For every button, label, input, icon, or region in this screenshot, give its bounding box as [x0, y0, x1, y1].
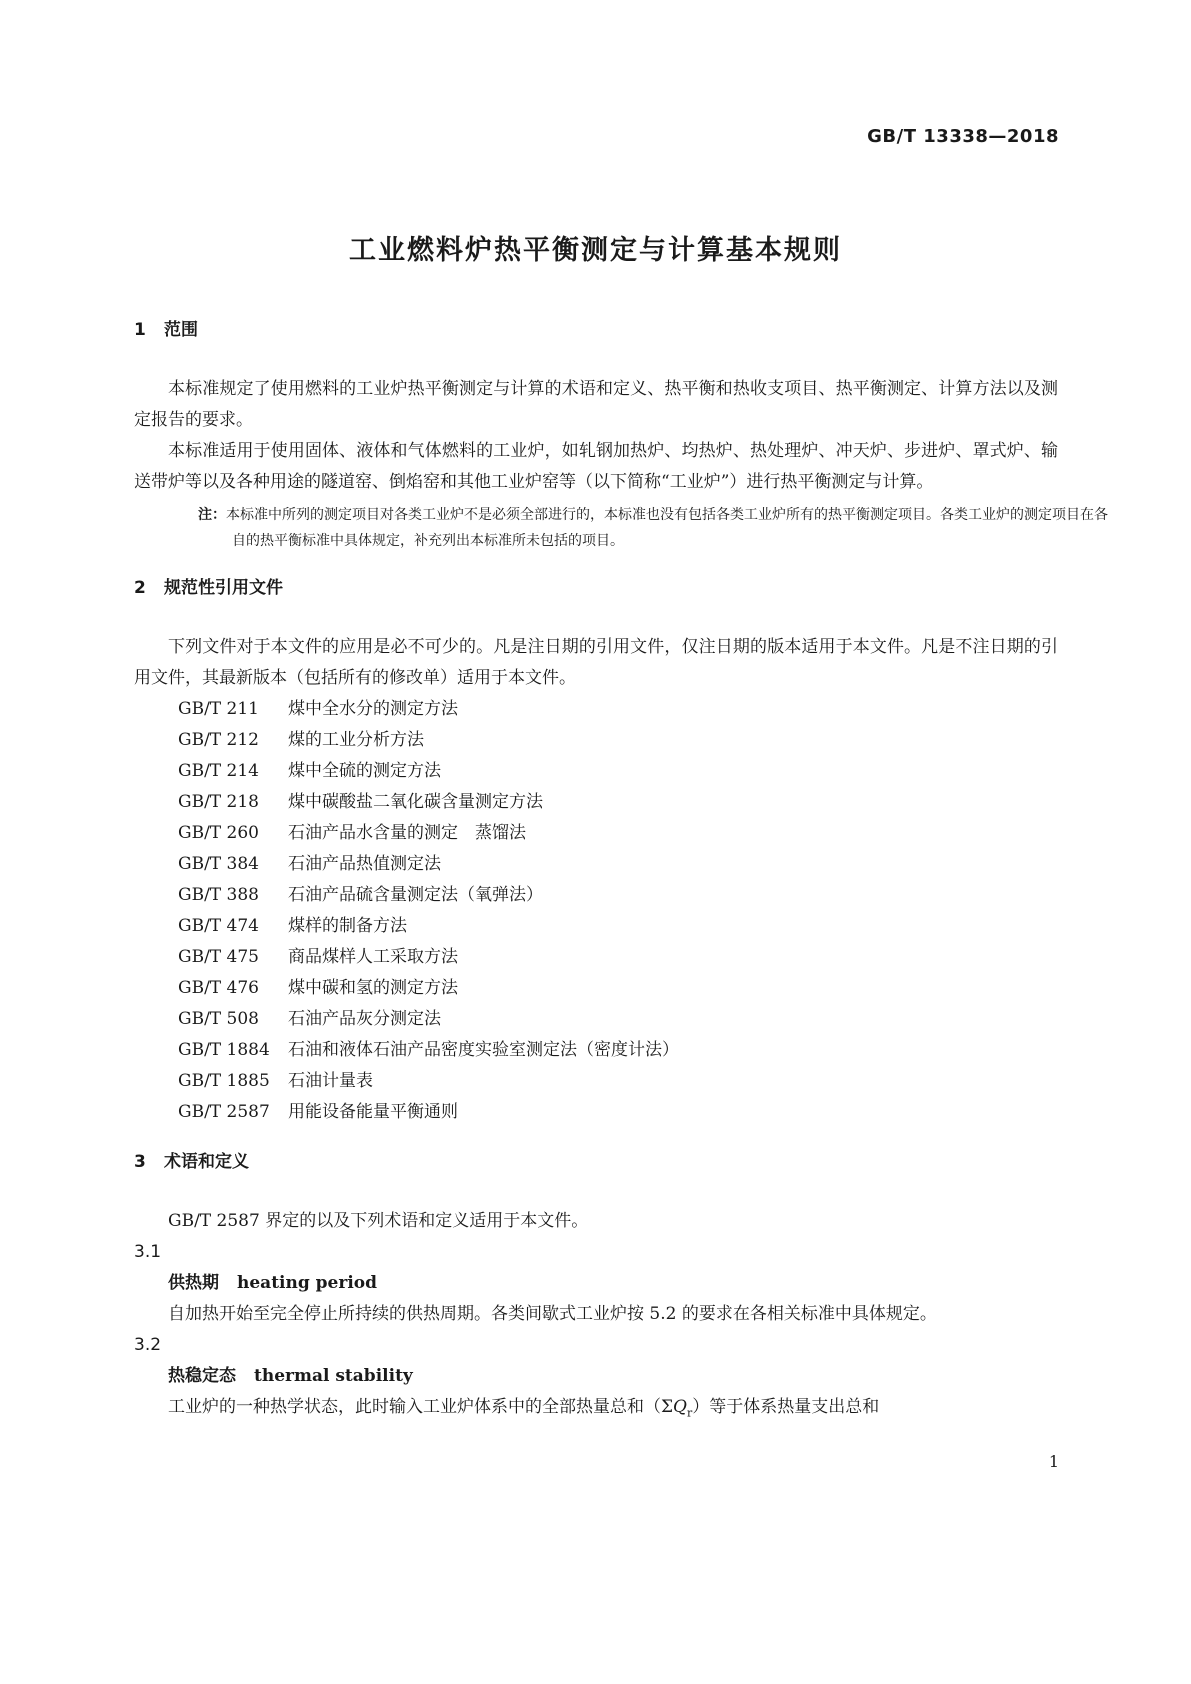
reference-code: GB/T 211 [178, 699, 259, 719]
document-body [134, 318, 1108, 1428]
section-title: 术语和定义 [164, 1152, 249, 1172]
reference-list [134, 694, 1058, 1128]
page-number: 1 [1048, 1452, 1059, 1471]
reference-title: 用能设备能量平衡通则 [288, 1102, 458, 1122]
list-item [134, 942, 1058, 973]
section-title: 规范性引用文件 [164, 578, 283, 598]
reference-title: 石油产品水含量的测定 蒸馏法 [288, 823, 526, 843]
reference-title: 煤中全水分的测定方法 [288, 699, 458, 719]
sigma-symbol: Σ [661, 1397, 674, 1417]
term-name [134, 1361, 1058, 1392]
reference-title: 石油产品热值测定法 [288, 854, 441, 874]
reference-title: 商品煤样人工采取方法 [288, 947, 458, 967]
reference-code: GB/T 388 [178, 885, 259, 905]
reference-title: 煤中碳和氢的测定方法 [288, 978, 458, 998]
section-number: 2 [134, 578, 146, 598]
list-item [134, 1066, 1058, 1097]
section-number: 3 [134, 1152, 146, 1172]
reference-code: GB/T 212 [178, 730, 259, 750]
heat-symbol: Q [673, 1397, 687, 1417]
section-heading-references [134, 576, 1058, 600]
section-heading-terms [134, 1150, 1058, 1174]
scope-paragraph-1: 本标准规定了使用燃料的工业炉热平衡测定与计算的术语和定义、热平衡和热收支项目、热平衡测定、计算方法以及测定报告的要求。 [134, 379, 1058, 430]
list-item [134, 911, 1058, 942]
note-label: 注： [198, 507, 226, 523]
reference-title: 煤中全硫的测定方法 [288, 761, 441, 781]
term-number: 3.1 [134, 1242, 162, 1262]
list-item [134, 756, 1058, 787]
references-intro: 下列文件对于本文件的应用是必不可少的。凡是注日期的引用文件，仅注日期的版本适用于本文件。凡是不注日期的引用文件，其最新版本（包括所有的修改单）适用于本文件。 [134, 637, 1058, 688]
terms-intro: GB/T 2587 界定的以及下列术语和定义适用于本文件。 [168, 1211, 589, 1231]
reference-code: GB/T 218 [178, 792, 259, 812]
section-heading-scope [134, 318, 1058, 342]
standard-code: GB/T 13338—2018 [867, 126, 1059, 147]
list-item [134, 1035, 1058, 1066]
heat-symbol-subscript: r [686, 1406, 693, 1420]
section-number: 1 [134, 320, 146, 340]
term-name-zh: 热稳定态 [168, 1366, 236, 1386]
reference-code: GB/T 474 [178, 916, 259, 936]
reference-code: GB/T 384 [178, 854, 259, 874]
document-title: 工业燃料炉热平衡测定与计算基本规则 [349, 235, 842, 266]
reference-title: 石油产品灰分测定法 [288, 1009, 441, 1029]
list-item [134, 818, 1058, 849]
reference-code: GB/T 214 [178, 761, 259, 781]
term-definition [134, 1392, 1058, 1428]
note-text: 本标准中所列的测定项目对各类工业炉不是必须全部进行的，本标准也没有包括各类工业炉所有的热平衡测定项目。各类工业炉的测定项目在各自的热平衡标准中具体规定，补充列出本标准所未包括的项目。 [226, 507, 1108, 549]
list-item [134, 1004, 1058, 1035]
scope-paragraph-2: 本标准适用于使用固体、液体和气体燃料的工业炉，如轧钢加热炉、均热炉、热处理炉、冲天炉、步进炉、罩式炉、输送带炉等以及各种用途的隧道窑、倒焰窑和其他工业炉窑等（以下简称“工业炉”）进行热平衡测定与计算。 [134, 441, 1058, 492]
list-item [134, 725, 1058, 756]
reference-title: 煤中碳酸盐二氧化碳含量测定方法 [288, 792, 543, 812]
term-name [134, 1268, 1058, 1299]
term-name-zh: 供热期 [168, 1273, 219, 1293]
reference-code: GB/T 2587 [178, 1102, 270, 1122]
list-item [134, 1097, 1058, 1128]
reference-title: 煤的工业分析方法 [288, 730, 424, 750]
reference-code: GB/T 1885 [178, 1071, 270, 1091]
reference-code: GB/T 260 [178, 823, 259, 843]
list-item [134, 694, 1058, 725]
scope-note [168, 502, 1112, 554]
section-title: 范围 [164, 320, 198, 340]
definition-start: 工业炉的一种热学状态，此时输入工业炉体系中的全部热量总和（ [168, 1397, 661, 1417]
reference-title: 石油和液体石油产品密度实验室测定法（密度计法） [288, 1040, 679, 1060]
list-item [134, 880, 1058, 911]
list-item [134, 973, 1058, 1004]
definition-end: ）等于体系热量支出总和 [692, 1397, 880, 1417]
reference-code: GB/T 508 [178, 1009, 259, 1029]
term-definition: 自加热开始至完全停止所持续的供热周期。各类间歇式工业炉按 5.2 的要求在各相关标准中具体规定。 [168, 1304, 937, 1324]
reference-code: GB/T 475 [178, 947, 259, 967]
reference-code: GB/T 476 [178, 978, 259, 998]
reference-title: 石油产品硫含量测定法（氧弹法） [288, 885, 543, 905]
term-name-en: thermal stability [254, 1366, 413, 1386]
reference-code: GB/T 1884 [178, 1040, 270, 1060]
term-number: 3.2 [134, 1335, 162, 1355]
list-item [134, 849, 1058, 880]
list-item [134, 787, 1058, 818]
reference-title: 煤样的制备方法 [288, 916, 407, 936]
reference-title: 石油计量表 [288, 1071, 373, 1091]
term-name-en: heating period [237, 1273, 378, 1293]
